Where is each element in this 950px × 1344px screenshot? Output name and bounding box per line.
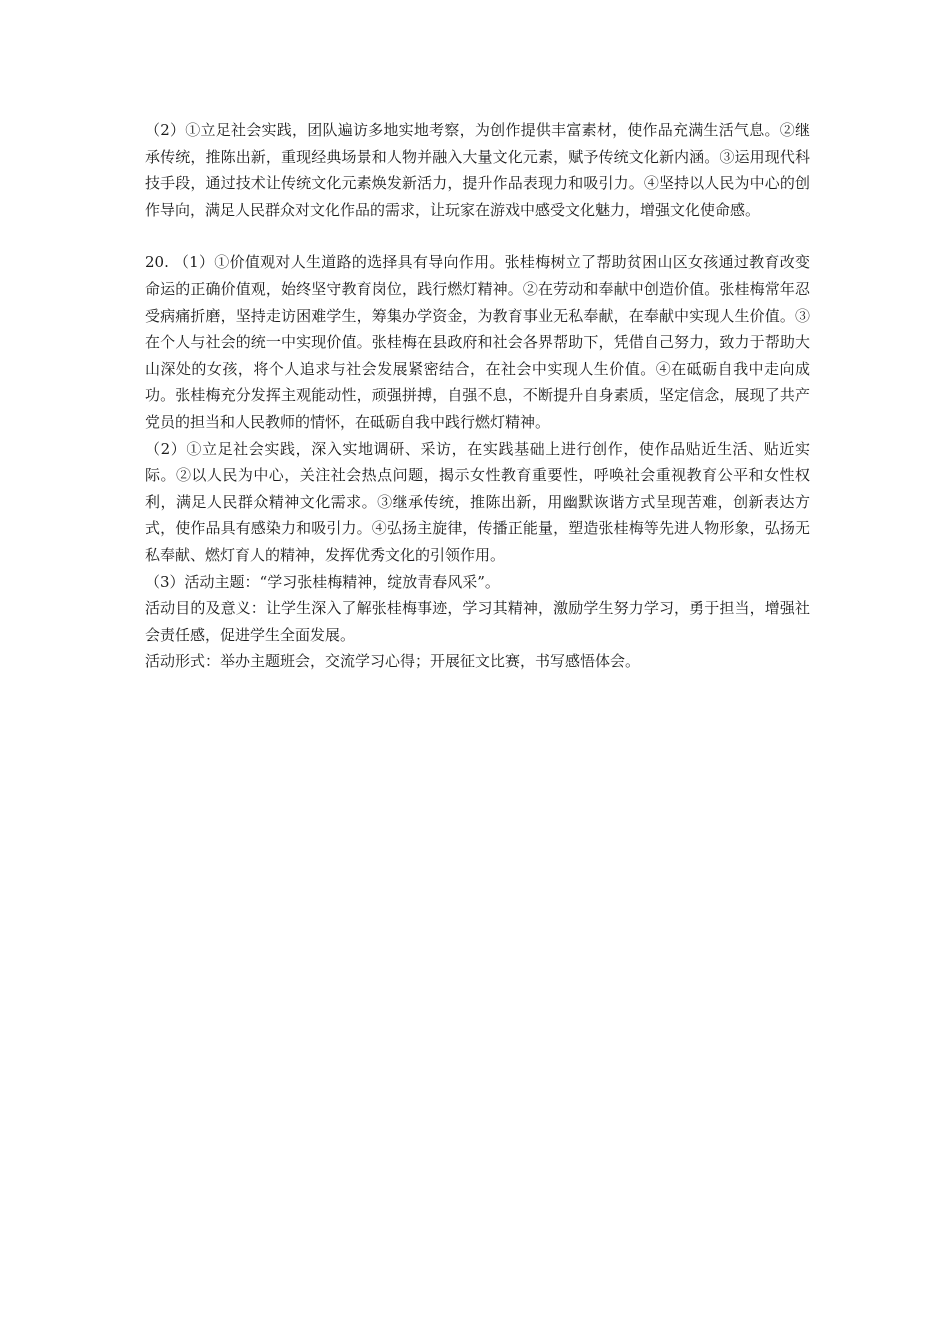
- document-page: [145, 117, 810, 675]
- answer-19-part-2: （2）①立足社会实践，团队遍访多地实地考察，为创作提供丰富素材，使作品充满生活气息。②继承传统，推陈出新，重现经典场景和人物并融入大量文化元素，赋予传统文化新内涵。③运用现代科技手段，通过技术让传统文化元素焕发新活力，提升作品表现力和吸引力。④坚持以人民为中心的创作导向，满足人民群众对文化作品的需求，让玩家在游戏中感受文化魅力，增强文化使命感。: [145, 121, 810, 219]
- answer-20-part-1: 20. （1）①价值观对人生道路的选择具有导向作用。张桂梅树立了帮助贫困山区女孩通过教育改变命运的正确价值观，始终坚守教育岗位，践行燃灯精神。②在劳动和奉献中创造价值。张桂梅常年忍受病痛折磨，坚持走访困难学生，筹集办学资金，为教育事业无私奉献，在奉献中实现人生价值。③在个人与社会的统一中实现价值。张桂梅在县政府和社会各界帮助下，凭借自己努力，致力于帮助大山深处的女孩，将个人追求与社会发展紧密结合，在社会中实现人生价值。④在砥砺自我中走向成功。张桂梅充分发挥主观能动性，顽强拼搏，自强不息，不断提升自身素质，坚定信念，展现了共产党员的担当和人民教师的情怀，在砥砺自我中践行燃灯精神。: [145, 253, 810, 431]
- answer-20-part-2: （2）①立足社会实践，深入实地调研、采访，在实践基础上进行创作，使作品贴近生活、贴近实际。②以人民为中心，关注社会热点问题，揭示女性教育重要性，呼唤社会重视教育公平和女性权利，满足人民群众精神文化需求。③继承传统，推陈出新，用幽默诙谐方式呈现苦难，创新表达方式，使作品具有感染力和吸引力。④弘扬主旋律，传播正能量，塑造张桂梅等先进人物形象，弘扬无私奉献、燃灯育人的精神，发挥优秀文化的引领作用。: [145, 439, 810, 564]
- answer-20-part-3-format: 活动形式：举办主题班会，交流学习心得；开展征文比赛，书写感悟体会。: [145, 652, 641, 671]
- answer-20-part-3-purpose: 活动目的及意义：让学生深入了解张桂梅事迹，学习其精神，激励学生努力学习，勇于担当，增强社会责任感，促进学生全面发展。: [145, 599, 810, 644]
- answer-20-part-3-theme: （3）活动主题：“学习张桂梅精神，绽放青春风采”。: [145, 572, 500, 591]
- paragraph-spacer: [145, 223, 810, 249]
